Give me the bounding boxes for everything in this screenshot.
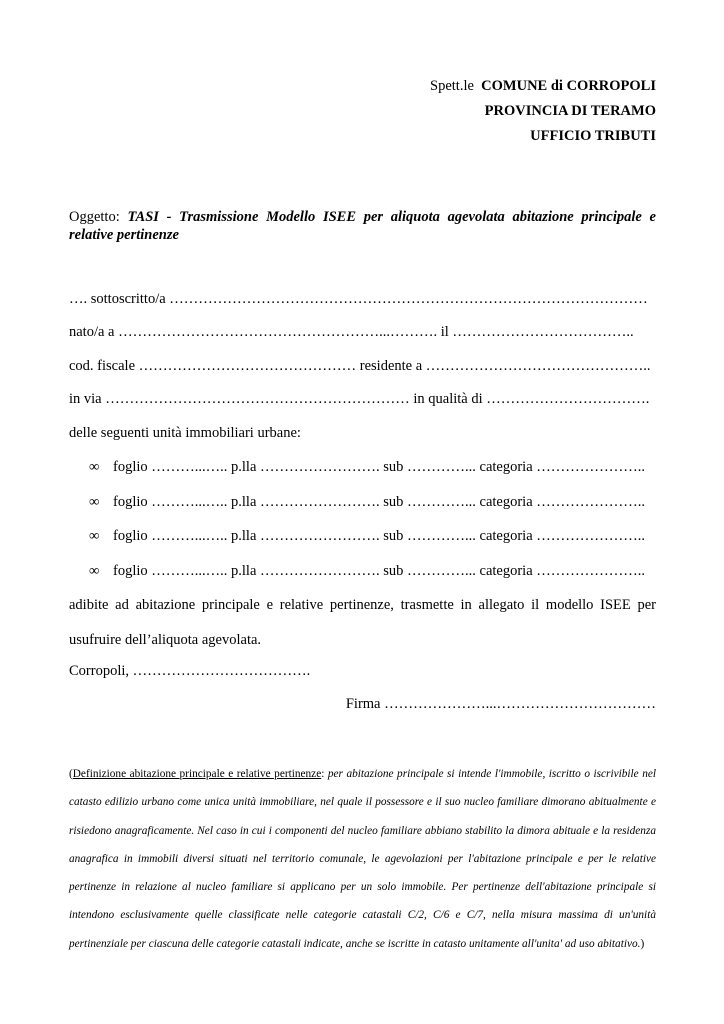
field-nato: nato/a a ………………………………………………...………. il ……………………………….. xyxy=(69,324,634,340)
subject-text: TASI - Trasmissione Modello ISEE per aliquota agevolata abitazione principale e relative pertinenze xyxy=(69,209,656,243)
firma-field: Firma …………………...…………………………… xyxy=(345,696,656,712)
infinity-bullet-icon: ∞ xyxy=(89,528,100,544)
addressee-ufficio: UFFICIO TRIBUTI xyxy=(530,128,656,144)
infinity-bullet-icon: ∞ xyxy=(89,563,100,579)
bullet-text: foglio ………...….. p.lla ……………………. sub …………... categoria ………………….. xyxy=(113,494,646,510)
field-via: in via ……………………………………………………… in qualità di ……………………………. xyxy=(69,391,650,407)
subject xyxy=(69,208,656,244)
list-item xyxy=(89,562,656,580)
list-item xyxy=(89,458,656,476)
field-codice-fiscale: cod. fiscale ……………………………………… residente a ……………………………………….. xyxy=(69,358,651,374)
note-open: ( xyxy=(69,768,73,780)
note-body: per abitazione principale si intende l'immobile, iscritto o iscrivibile nel catasto edilizio urbano come unica unità immobiliare, nel quale il possessore e il suo nucleo familiare dimorano abitualmente e risiedono anagraficamente. Nel caso in cui i componenti del nucleo familiare abbiano stabilito la dimora abituale e la residenza anagrafica in immobili diversi situati nel territorio comunale, le agevolazioni per l'abitazione principale e per le relative pertinenze in relazione al nucleo familiare si applicano per un solo immobile. Per pertinenze dell'abitazione principale si intendono esclusivamente quelle classificate nelle categorie catastali C/2, C/6 e C/7, nella misura massima di un'unità pertinenziale per ciascuna delle categorie catastali indicate, anche se iscritte in catasto unitamente all'unita' ad uso abitativo. xyxy=(69,768,656,950)
infinity-bullet-icon: ∞ xyxy=(89,494,100,510)
note-colon: : xyxy=(321,768,325,780)
bullet-text: foglio ………...….. p.lla ……………………. sub …………... categoria ………………….. xyxy=(113,459,646,475)
unita-heading: delle seguenti unità immobiliari urbane: xyxy=(69,425,301,441)
note-title: Definizione abitazione principale e relative pertinenze xyxy=(72,768,322,780)
subject-label: Oggetto: xyxy=(69,209,120,225)
luogo-data: Corropoli, ………………………………. xyxy=(69,663,311,679)
list-item xyxy=(89,527,656,545)
definition-note xyxy=(69,760,656,958)
list-item xyxy=(89,493,656,511)
infinity-bullet-icon: ∞ xyxy=(89,459,100,475)
note-close: ) xyxy=(640,937,645,950)
adibite-paragraph: adibite ad abitazione principale e relative pertinenze, trasmette in allegato il modello ISEE per usufruire dell’aliquota agevolata. xyxy=(69,597,656,648)
addressee-provincia: PROVINCIA DI TERAMO xyxy=(484,103,656,119)
addressee-prefix: Spett.le xyxy=(430,78,474,94)
field-sottoscritto: …. sottoscritto/a ……………………………………………………………………………………… xyxy=(69,291,648,307)
addressee-line-1 xyxy=(430,77,656,95)
addressee-comune: COMUNE di CORROPOLI xyxy=(481,78,656,94)
bullet-text: foglio ………...….. p.lla ……………………. sub …………... categoria ………………….. xyxy=(113,563,646,579)
bullet-text: foglio ………...….. p.lla ……………………. sub …………... categoria ………………….. xyxy=(113,528,646,544)
